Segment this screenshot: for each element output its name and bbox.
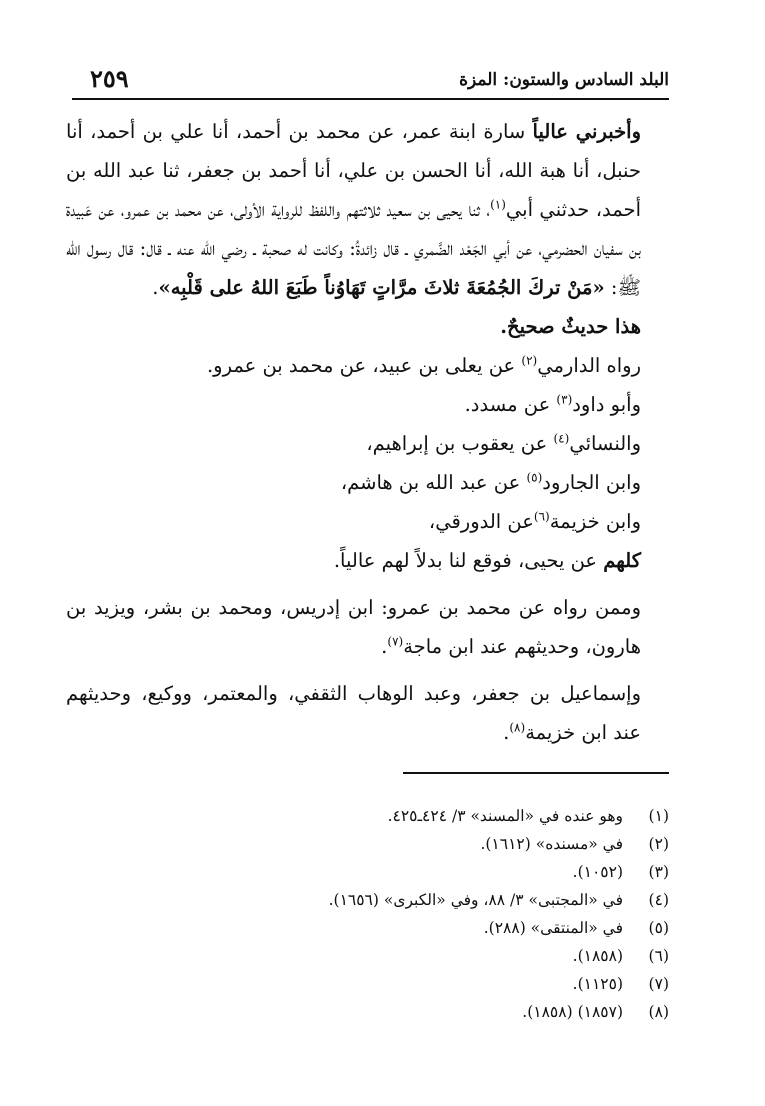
footnote-ref: (٥) [526, 470, 543, 485]
narration-text: وابن الجارود [542, 471, 641, 494]
footnote [66, 998, 669, 1026]
footnote-text: في «المجتبى» ٣/ ٨٨، وفي «الكبرى» (١٦٥٦). [328, 891, 623, 909]
footnote-number: (١) [648, 807, 669, 825]
footnote-ref: (٣) [556, 392, 573, 407]
footnote-ref: (٨) [509, 720, 526, 735]
narration-text: عن عبد الله بن هاشم، [340, 471, 527, 494]
footnote [66, 830, 669, 858]
footnote-number: (٥) [648, 919, 669, 937]
footnote-text: (١٨٥٨). [572, 947, 623, 965]
narration-line [66, 424, 669, 463]
paragraph-more-narrators [66, 674, 669, 752]
verdict-line [66, 307, 669, 346]
footnote-number: (٢) [648, 835, 669, 853]
footnote [66, 886, 669, 914]
footnotes [66, 802, 669, 1026]
narration-text: رواه الدارمي [537, 354, 641, 377]
narration-line [66, 463, 669, 502]
footnote-text: في «مسنده» (١٦١٢). [480, 835, 623, 853]
isnad-text-continued: ، ثنا يحيى بن سعيد ثلاثتهم واللفظ للرواية الأولى، عن محمد بن عمرو، عن عَبيدة بن سفيان الحضرمي، عن أبي الجَعْد الضَّمري ـ قال زائدةُ: وكانت له صحبة ـ رضي الله عنه ـ قال: قال رسول الله ﷺ: [66, 198, 641, 299]
footnote-ref: (١) [490, 197, 506, 212]
verdict-text: هذا حديثٌ صحيحٌ. [500, 315, 641, 338]
narration-text: عن الدورقي، [428, 510, 534, 533]
footnote-ref: (٢) [521, 353, 538, 368]
isnad-text: سارة ابنة عمر، عن محمد بن أحمد، أنا علي بن أحمد، أنا حنبل، أنا هبة الله، أنا الحسن بن علي، أنا أحمد بن جعفر، ثنا عبد الله بن أحمد، حدثني أبي [66, 120, 641, 221]
paragraph-isnad [66, 112, 669, 307]
footnote-text: (١٨٥٧) (١٨٥٨). [522, 1003, 623, 1021]
paragraph-end: . [381, 635, 388, 658]
footnote-ref: (٤) [553, 431, 570, 446]
summary-text: عن يحيى، فوقع لنا بدلاً لهم عالياً. [333, 549, 604, 572]
narration-text: وابن خزيمة [549, 510, 641, 533]
running-title: البلد السادس والستون: المزة [459, 70, 669, 90]
footnote [66, 942, 669, 970]
summary-line [66, 541, 669, 580]
footnote-number: (٧) [648, 975, 669, 993]
hadith-end: . [152, 276, 159, 299]
narration-text: عن مسدد. [464, 393, 557, 416]
page-header [72, 62, 669, 100]
narration-text: وأبو داود [572, 393, 641, 416]
footnote-ref: (٦) [533, 509, 550, 524]
footnote-text: وهو عنده في «المسند» ٣/ ٤٢٤ـ٤٢٥. [387, 807, 623, 825]
footnote [66, 914, 669, 942]
footnote [66, 858, 669, 886]
footnote-number: (٣) [648, 863, 669, 881]
footnote-separator [403, 772, 669, 774]
footnote-number: (٦) [648, 947, 669, 965]
narration-text: عن يعلى بن عبيد، عن محمد بن عمرو. [206, 354, 522, 377]
main-text [66, 112, 669, 752]
lead-phrase: وأخبرني عالياً [532, 120, 641, 143]
footnote [66, 802, 669, 830]
narration-line [66, 502, 669, 541]
footnote-ref: (٧) [387, 634, 404, 649]
footnote-number: (٨) [648, 1003, 669, 1021]
footnote-text: (١٠٥٢). [572, 863, 623, 881]
page-number: ٢٥٩ [90, 64, 129, 93]
paragraph-other-narrators [66, 588, 669, 666]
summary-lead: كلهم [603, 549, 641, 572]
paragraph-end: . [503, 721, 510, 744]
footnote-number: (٤) [648, 891, 669, 909]
paragraph-text: وإسماعيل بن جعفر، وعبد الوهاب الثقفي، والمعتمر، ووكيع، وحديثهم عند ابن خزيمة [66, 682, 641, 744]
narration-line [66, 346, 669, 385]
footnote [66, 970, 669, 998]
narration-line [66, 385, 669, 424]
paragraph-text: وممن رواه عن محمد بن عمرو: ابن إدريس، ومحمد بن بشر، ويزيد بن هارون، وحديثهم عند ابن ماجة [66, 596, 641, 658]
footnote-text: في «المنتقى» (٢٨٨). [483, 919, 623, 937]
narration-text: عن يعقوب بن إبراهيم، [366, 432, 554, 455]
footnote-text: (١١٢٥). [572, 975, 623, 993]
hadith-text: «مَنْ تركَ الجُمُعَةَ ثلاثَ مرَّاتٍ تَهَاوُناً طَبَعَ اللهُ على قَلْبِه» [158, 276, 605, 299]
narration-text: والنسائي [569, 432, 641, 455]
